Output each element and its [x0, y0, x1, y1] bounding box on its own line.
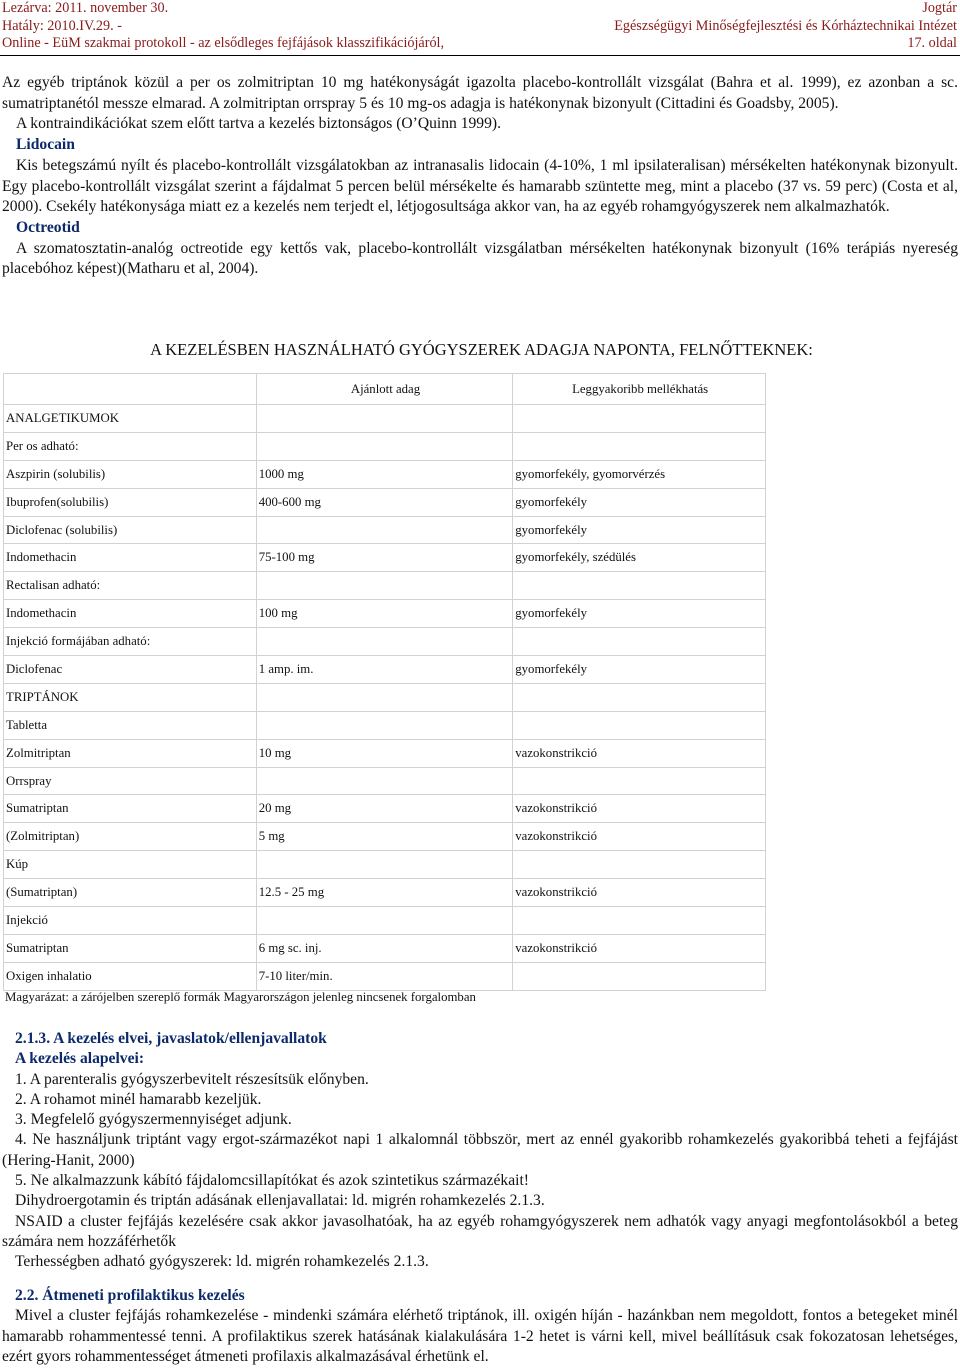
nsaid-note: NSAID a cluster fejfájás kezelésére csak akkor javasolhatóak, ha az egyéb rohamgyógyszerek nem adhatók vagy anyagi megfontolásokból a beteg számára nem hozzáférhetők — [2, 1212, 958, 1250]
side-effect-cell — [513, 405, 766, 433]
side-effect-cell: gyomorfekély — [513, 656, 766, 684]
octreotid-heading: Octreotid — [16, 218, 80, 236]
dose-cell — [256, 432, 513, 460]
header-closed-date: Lezárva: 2011. november 30. — [2, 0, 169, 16]
principles-heading: A kezelés alapelvei: — [15, 1050, 145, 1068]
dose-cell: 1000 mg — [256, 460, 513, 488]
side-effect-cell: vazokonstrikció — [513, 795, 766, 823]
side-effect-cell — [513, 711, 766, 739]
section-2-2 — [2, 1286, 958, 1367]
side-effect-cell: gyomorfekély, gyomorvérzés — [513, 460, 766, 488]
table-row — [4, 683, 766, 711]
drug-name-cell: Rectalisan adható: — [4, 572, 257, 600]
drug-name-cell: Ibuprofen(solubilis) — [4, 488, 257, 516]
table-header-dose: Ajánlott adag — [256, 374, 513, 405]
header-page-number: 17. oldal — [907, 35, 957, 51]
table-row — [4, 934, 766, 962]
drug-name-cell: Injekció formájában adható: — [4, 628, 257, 656]
dose-cell — [256, 405, 513, 433]
drug-name-cell: Orrspray — [4, 767, 257, 795]
table-row — [4, 572, 766, 600]
principle-item: 5. Ne alkalmazzunk kábító fájdalomcsillapítókat és azok szintetikus származékait! — [15, 1172, 529, 1190]
principle-item: 2. A rohamot minél hamarabb kezeljük. — [15, 1090, 262, 1108]
principle-item: 3. Megfelelő gyógyszermennyiséget adjunk. — [15, 1111, 292, 1129]
drug-name-cell: Per os adható: — [4, 432, 257, 460]
dose-cell — [256, 767, 513, 795]
drug-name-cell: Diclofenac — [4, 656, 257, 684]
table-header-side-effect: Leggyakoribb mellékhatás — [513, 374, 766, 405]
side-effect-cell — [513, 851, 766, 879]
pregnancy-note: Terhességben adható gyógyszerek: ld. migrén rohamkezelés 2.1.3. — [15, 1253, 429, 1271]
side-effect-cell — [513, 683, 766, 711]
principle-item: 1. A parenteralis gyógyszerbevitelt részesítsük előnyben. — [15, 1070, 369, 1088]
drug-name-cell: Tabletta — [4, 711, 257, 739]
table-row — [4, 851, 766, 879]
table-footnote: Magyarázat: a zárójelben szereplő formák Magyarországon jelenleg nincsenek forgalomban — [5, 990, 476, 1004]
drug-name-cell: Sumatriptan — [4, 934, 257, 962]
drug-name-cell: Injekció — [4, 907, 257, 935]
drug-name-cell: Indomethacin — [4, 544, 257, 572]
section-2-1-3 — [2, 1029, 958, 1273]
header-validity: Hatály: 2010.IV.29. - — [2, 17, 122, 34]
side-effect-cell — [513, 572, 766, 600]
dose-cell: 100 mg — [256, 600, 513, 628]
table-row — [4, 600, 766, 628]
table-row — [4, 767, 766, 795]
dose-cell: 6 mg sc. inj. — [256, 934, 513, 962]
side-effect-cell: gyomorfekély — [513, 488, 766, 516]
section-2-2-heading: 2.2. Átmeneti profilaktikus kezelés — [15, 1287, 245, 1304]
intro-paragraph-zolmitriptan: Az egyéb triptánok közül a per os zolmitriptan 10 mg hatékonyságát igazolta placebo-kontrollált vizsgálat (Bahra et al. 1999), ez azonban a sc. sumatriptanétól messze elmarad. A zolmitriptan orrspray 5 és 10 mg-os adagja is hatékonynak bizonyult (Cittadini és Goadsby, 2005). — [2, 74, 958, 112]
dose-cell — [256, 516, 513, 544]
dose-cell — [256, 572, 513, 600]
table-row — [4, 879, 766, 907]
side-effect-cell: gyomorfekély — [513, 516, 766, 544]
drug-name-cell: Zolmitriptan — [4, 739, 257, 767]
dose-cell: 12.5 - 25 mg — [256, 879, 513, 907]
side-effect-cell: gyomorfekély — [513, 600, 766, 628]
dose-cell — [256, 907, 513, 935]
drug-name-cell: Indomethacin — [4, 600, 257, 628]
dose-cell — [256, 711, 513, 739]
drug-table-title-text: A KEZELÉSBEN HASZNÁLHATÓ GYÓGYSZEREK ADAGJA NAPONTA, FELNŐTTEKNEK: — [150, 340, 813, 359]
dose-cell: 75-100 mg — [256, 544, 513, 572]
header-institute: Egészségügyi Minőségfejlesztési és Kórháztechnikai Intézet — [614, 17, 957, 34]
section-2-2-paragraph: Mivel a cluster fejfájás rohamkezelése - mindenki számára elérhető triptánok, ill. oxigén híján - hazánkban nem megoldott, fontos a betegeket minél hamarabb rohammentessé tenni. A profilaktikus szerek hatásának kialakulására 1-2 hetet is várni kell, mivel beállításuk csak fokozatosan lehetséges, ezért gyors rohammentességet átmeneti profilaxis alkalmazásával érhetünk el. — [2, 1307, 958, 1365]
dose-cell: 20 mg — [256, 795, 513, 823]
lidocain-paragraph: Kis betegszámú nyílt és placebo-kontrollált vizsgálatokban az intranasalis lidocain (4-10%, 1 ml ipsilateralisan) mérsékelten hatékonynak bizonyult. Egy placebo-kontrollált vizsgálat szerint a fájdalmat 5 percen belül mérsékelte és hamarabb szüntette meg, mint a placebo (37 vs. 59 perc) (Costa et al, 2000). Csekély hatékonysága miatt ez a kezelés nem terjedt el, létjogosultsága akkor van, ha az egyéb rohamgyógyszerek nem alkalmazhatók. — [2, 156, 958, 216]
side-effect-cell — [513, 907, 766, 935]
table-row — [4, 460, 766, 488]
table-header-empty — [4, 374, 257, 405]
drug-dosage-table — [3, 373, 766, 991]
table-header-row — [4, 374, 766, 405]
dose-cell: 400-600 mg — [256, 488, 513, 516]
table-row — [4, 405, 766, 433]
intro-block — [2, 73, 958, 280]
dihydroergotamin-contraindication: Dihydroergotamin és triptán adásának ellenjavallatai: ld. migrén rohamkezelés 2.1.3. — [15, 1192, 545, 1210]
table-row — [4, 628, 766, 656]
table-row — [4, 907, 766, 935]
octreotid-paragraph: A szomatosztatin-analóg octreotide egy kettős vak, placebo-kontrollált vizsgálatban mérsékelten hatékonynak bizonyult (16% terápiás nyereség placebóhoz képest)(Matharu et al, 2004). — [2, 239, 958, 278]
dose-cell — [256, 851, 513, 879]
side-effect-cell: vazokonstrikció — [513, 934, 766, 962]
side-effect-cell: gyomorfekély, szédülés — [513, 544, 766, 572]
table-row — [4, 488, 766, 516]
drug-name-cell: Aszpirin (solubilis) — [4, 460, 257, 488]
dose-cell: 7-10 liter/min. — [256, 962, 513, 990]
principle-item: 4. Ne használjunk triptánt vagy ergot-származékot napi 1 alkalomnál többször, mert az ennél gyakoribb rohamkezelés gyakoribbá teheti a fejfájást (Hering-Hanit, 2000) — [2, 1131, 958, 1169]
lidocain-heading: Lidocain — [16, 136, 75, 154]
drug-name-cell: Sumatriptan — [4, 795, 257, 823]
dose-cell: 1 amp. im. — [256, 656, 513, 684]
dose-cell: 5 mg — [256, 823, 513, 851]
page-header — [0, 0, 960, 55]
drug-name-cell: (Zolmitriptan) — [4, 823, 257, 851]
intro-paragraph-safety: A kontraindikációkat szem előtt tartva a kezelés biztonságos (O’Quinn 1999). — [16, 115, 501, 133]
side-effect-cell: vazokonstrikció — [513, 739, 766, 767]
drug-name-cell: Diclofenac (solubilis) — [4, 516, 257, 544]
drug-name-cell: (Sumatriptan) — [4, 879, 257, 907]
side-effect-cell: vazokonstrikció — [513, 879, 766, 907]
dose-cell: 10 mg — [256, 739, 513, 767]
table-row — [4, 962, 766, 990]
drug-name-cell: TRIPTÁNOK — [4, 683, 257, 711]
side-effect-cell: vazokonstrikció — [513, 823, 766, 851]
drug-name-cell: Kúp — [4, 851, 257, 879]
dose-cell — [256, 683, 513, 711]
drug-name-cell: Oxigen inhalatio — [4, 962, 257, 990]
table-row — [4, 544, 766, 572]
dose-cell — [256, 628, 513, 656]
section-2-1-3-heading: 2.1.3. A kezelés elvei, javaslatok/ellenjavallatok — [15, 1030, 327, 1047]
header-doc-title: Online - EüM szakmai protokoll - az elsődleges fejfájások klasszifikációjáról, — [2, 35, 445, 51]
side-effect-cell — [513, 628, 766, 656]
header-divider — [0, 55, 960, 56]
header-source: Jogtár — [922, 0, 957, 16]
side-effect-cell — [513, 767, 766, 795]
table-row — [4, 823, 766, 851]
drug-name-cell: ANALGETIKUMOK — [4, 405, 257, 433]
table-row — [4, 711, 766, 739]
table-row — [4, 516, 766, 544]
side-effect-cell — [513, 962, 766, 990]
table-row — [4, 739, 766, 767]
table-row — [4, 432, 766, 460]
drug-table-title — [0, 340, 960, 360]
table-row — [4, 656, 766, 684]
table-row — [4, 795, 766, 823]
side-effect-cell — [513, 432, 766, 460]
